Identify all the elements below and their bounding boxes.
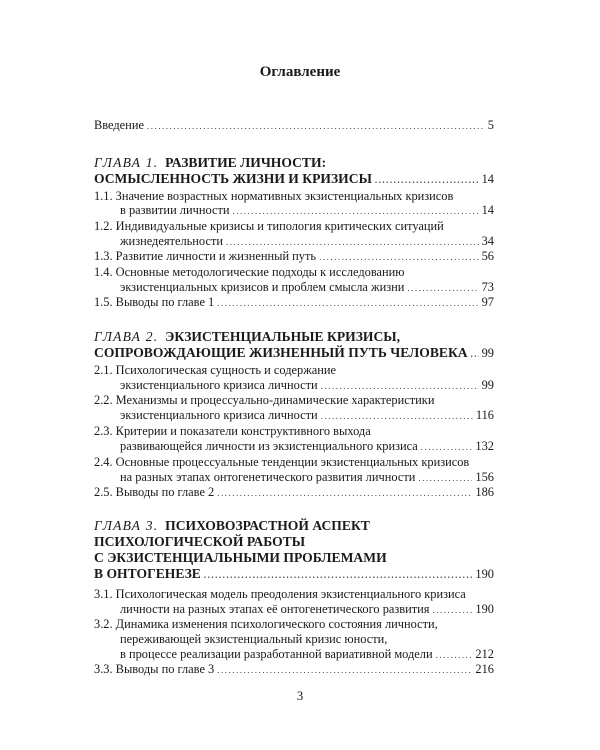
section-1-1-line-1: 1.1. Значение возрастных нормативных экзистенциальных кризисов <box>94 189 454 203</box>
chapter-page: 14 <box>481 172 494 186</box>
section-page: 186 <box>475 485 494 499</box>
dot-leader <box>217 485 472 501</box>
section-text: экзистенциального кризиса личности <box>120 378 318 392</box>
section-page: 216 <box>475 662 494 676</box>
dot-leader <box>233 203 479 219</box>
section-text: экзистенциального кризиса личности <box>120 408 318 422</box>
chapter-label: ГЛАВА 2. <box>94 329 159 344</box>
section-3-2-line-2: переживающей экзистенциальный кризис юности, <box>120 632 388 646</box>
chapter-label: ГЛАВА 1. <box>94 155 159 170</box>
section-text: личности на разных этапах её онтогенетического развития <box>120 602 430 616</box>
toc-entry-page: 5 <box>487 118 494 132</box>
chapter-3-title-line-2: ПСИХОЛОГИЧЕСКОЙ РАБОТЫ <box>94 534 306 549</box>
section-page: 116 <box>475 408 494 422</box>
chapter-3-title-line-3: С ЭКЗИСТЕНЦИАЛЬНЫМИ ПРОБЛЕМАМИ <box>94 550 387 565</box>
dot-leader <box>375 171 479 189</box>
section-text: в процессе реализации разработанной вариативной модели <box>120 647 433 661</box>
section-text: 2.5. Выводы по главе 2 <box>94 485 215 499</box>
section-page: 97 <box>481 295 494 309</box>
dot-leader <box>204 566 473 584</box>
section-page: 156 <box>475 470 494 484</box>
section-page: 73 <box>481 280 494 294</box>
section-page: 56 <box>481 249 494 263</box>
section-text: 1.5. Выводы по главе 1 <box>94 295 215 309</box>
section-3-2-line-1: 3.2. Динамика изменения психологического состояния личности, <box>94 617 438 631</box>
section-1-3 <box>94 248 494 265</box>
chapter-title-line: В ОНТОГЕНЕЗЕ <box>94 566 201 581</box>
section-page: 212 <box>475 647 494 661</box>
chapter-page: 190 <box>475 567 494 581</box>
section-2-2-line-1: 2.2. Механизмы и процессуально-динамические характеристики <box>94 393 435 407</box>
section-2-5 <box>94 484 494 501</box>
section-1-5 <box>94 294 494 311</box>
dot-leader <box>147 118 485 134</box>
section-text: жизнедеятельности <box>120 234 223 248</box>
section-2-3-line-1: 2.3. Критерии и показатели конструктивного выхода <box>94 424 371 438</box>
chapter-title-line: СОПРОВОЖДАЮЩИЕ ЖИЗНЕННЫЙ ПУТЬ ЧЕЛОВЕКА <box>94 345 468 360</box>
dot-leader <box>217 295 478 311</box>
chapter-2-heading-end <box>94 344 494 363</box>
section-1-2-line-1: 1.2. Индивидуальные кризисы и типология критических ситуаций <box>94 219 444 233</box>
dot-leader <box>217 662 472 678</box>
section-2-3-end <box>120 438 494 455</box>
dot-leader <box>321 408 473 424</box>
section-text: в развитии личности <box>120 203 230 217</box>
chapter-title-line: ОСМЫСЛЕННОСТЬ ЖИЗНИ И КРИЗИСЫ <box>94 171 372 186</box>
section-text: на разных этапах онтогенетического развития личности <box>120 470 416 484</box>
chapter-title-line: ПСИХОВОЗРАСТНОЙ АСПЕКТ <box>165 518 370 533</box>
section-text: 1.3. Развитие личности и жизненный путь <box>94 249 317 263</box>
section-1-4-line-1: 1.4. Основные методологические подходы к исследованию <box>94 265 405 279</box>
chapter-title-line: ЭКЗИСТЕНЦИАЛЬНЫЕ КРИЗИСЫ, <box>165 329 401 344</box>
toc-title: Оглавление <box>259 64 341 80</box>
section-2-1-line-1: 2.1. Психологическая сущность и содержание <box>94 363 337 377</box>
dot-leader <box>319 249 479 265</box>
dot-leader <box>433 602 473 618</box>
section-2-4-line-1: 2.4. Основные процессуальные тенденции экзистенциальных кризисов <box>94 455 470 469</box>
section-page: 14 <box>481 203 494 217</box>
dot-leader <box>471 345 479 363</box>
section-page: 99 <box>481 378 494 392</box>
section-3-3 <box>94 661 494 678</box>
chapter-page: 99 <box>481 346 494 360</box>
section-page: 190 <box>475 602 494 616</box>
toc-entry-intro <box>94 117 494 134</box>
section-text: экзистенциальных кризисов и проблем смысла жизни <box>120 280 405 294</box>
dot-leader <box>421 439 473 455</box>
chapter-label: ГЛАВА 3. <box>94 518 159 533</box>
toc-entry-text: Введение <box>94 118 144 132</box>
section-2-2-end <box>120 407 494 424</box>
chapter-1-heading-end <box>94 170 494 189</box>
chapter-3-heading-end <box>94 565 494 584</box>
section-3-1-line-1: 3.1. Психологическая модель преодоления экзистенциального кризиса <box>94 587 466 601</box>
section-text: 3.3. Выводы по главе 3 <box>94 662 215 676</box>
section-text: развивающейся личности из экзистенциального кризиса <box>120 439 418 453</box>
section-1-1-end <box>120 202 494 219</box>
page-number: 3 <box>296 688 304 703</box>
section-page: 132 <box>475 439 494 453</box>
chapter-title-line: РАЗВИТИЕ ЛИЧНОСТИ: <box>165 155 327 170</box>
section-page: 34 <box>481 234 494 248</box>
